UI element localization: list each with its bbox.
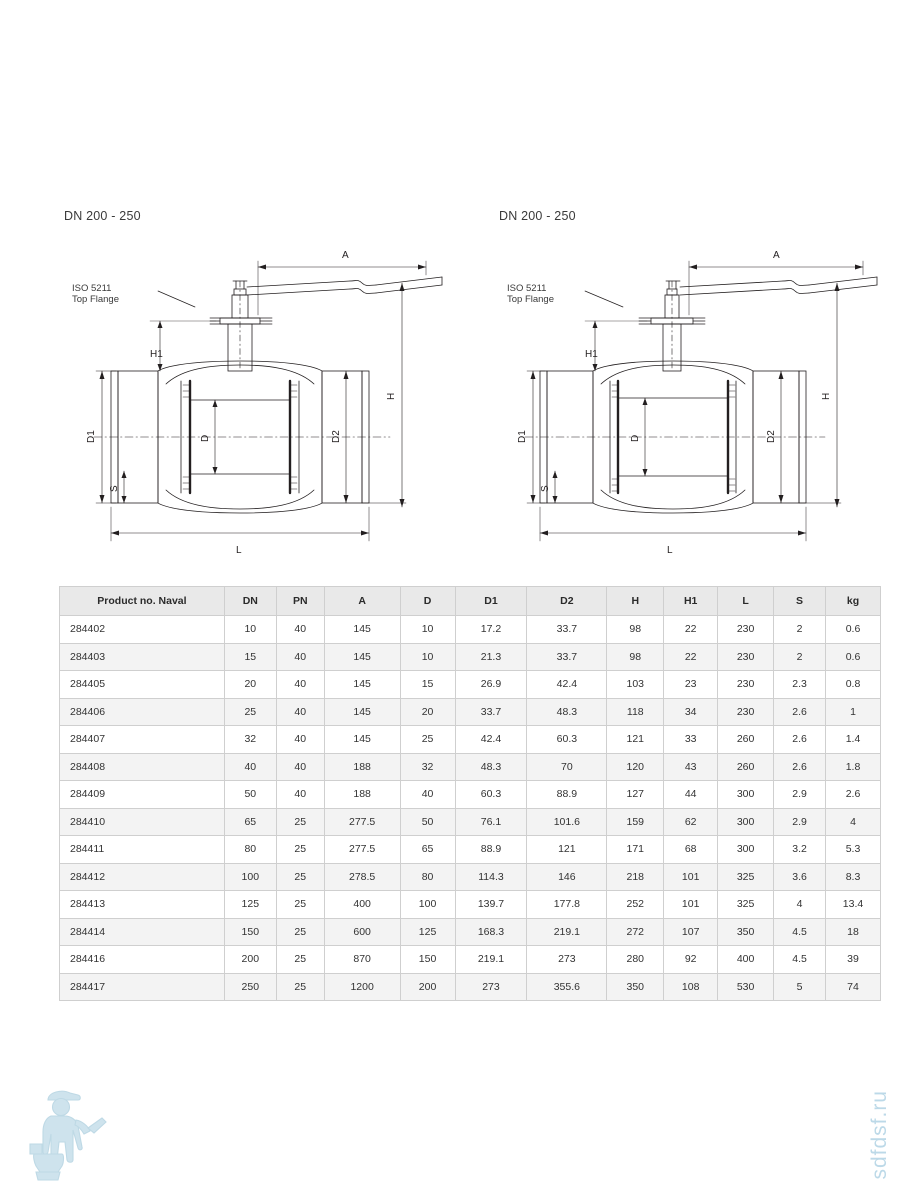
cell-kg: 18 <box>826 918 881 946</box>
cell-product: 284409 <box>60 781 225 809</box>
diagram-area <box>0 195 900 565</box>
cell-pn: 40 <box>276 726 324 754</box>
watermark-text: sdfdsf.ru <box>868 1090 891 1180</box>
cell-d2: 88.9 <box>527 781 607 809</box>
cell-d1: 76.1 <box>455 808 527 836</box>
cell-s: 2.6 <box>774 698 826 726</box>
dim-label-s-left: S <box>109 485 120 492</box>
cell-d2: 42.4 <box>527 671 607 699</box>
cell-d1: 42.4 <box>455 726 527 754</box>
cell-product: 284403 <box>60 643 225 671</box>
col-header-d: D <box>400 587 455 616</box>
cell-kg: 39 <box>826 946 881 974</box>
cell-h1: 34 <box>664 698 718 726</box>
table-row <box>60 918 881 946</box>
cell-product: 284417 <box>60 973 225 1001</box>
cell-d: 50 <box>400 808 455 836</box>
diagram-title-left: DN 200 - 250 <box>64 209 141 223</box>
cell-d1: 219.1 <box>455 946 527 974</box>
cell-d1: 88.9 <box>455 836 527 864</box>
cell-s: 2.6 <box>774 726 826 754</box>
table-body <box>60 616 881 1001</box>
cell-l: 260 <box>718 753 774 781</box>
cell-h1: 101 <box>664 891 718 919</box>
cell-kg: 1.8 <box>826 753 881 781</box>
cell-a: 145 <box>324 616 400 644</box>
cell-l: 230 <box>718 671 774 699</box>
cell-s: 3.2 <box>774 836 826 864</box>
dim-label-d1-right: D1 <box>517 430 528 443</box>
col-header-l: L <box>718 587 774 616</box>
cell-h1: 44 <box>664 781 718 809</box>
table-row <box>60 616 881 644</box>
cell-pn: 40 <box>276 753 324 781</box>
col-header-pn: PN <box>276 587 324 616</box>
cell-h: 350 <box>607 973 664 1001</box>
cell-h: 280 <box>607 946 664 974</box>
cell-a: 145 <box>324 698 400 726</box>
dim-label-d2-right: D2 <box>766 430 777 443</box>
cell-d1: 48.3 <box>455 753 527 781</box>
col-header-d1: D1 <box>455 587 527 616</box>
cell-h: 120 <box>607 753 664 781</box>
cell-s: 4 <box>774 891 826 919</box>
cell-d1: 60.3 <box>455 781 527 809</box>
cell-s: 4.5 <box>774 946 826 974</box>
table-row <box>60 863 881 891</box>
plumber-icon <box>18 1082 114 1186</box>
cell-d: 15 <box>400 671 455 699</box>
col-header-h1: H1 <box>664 587 718 616</box>
cell-h: 218 <box>607 863 664 891</box>
dim-label-h-right: H <box>821 392 832 400</box>
cell-d1: 33.7 <box>455 698 527 726</box>
cell-product: 284411 <box>60 836 225 864</box>
cell-s: 2 <box>774 616 826 644</box>
cell-l: 230 <box>718 643 774 671</box>
cell-kg: 0.6 <box>826 643 881 671</box>
cell-d1: 139.7 <box>455 891 527 919</box>
cell-pn: 25 <box>276 891 324 919</box>
table-row <box>60 891 881 919</box>
table-row <box>60 946 881 974</box>
cell-h1: 68 <box>664 836 718 864</box>
cell-a: 145 <box>324 643 400 671</box>
cell-product: 284414 <box>60 918 225 946</box>
cell-a: 277.5 <box>324 836 400 864</box>
table-row <box>60 726 881 754</box>
cell-dn: 150 <box>224 918 276 946</box>
cell-product: 284416 <box>60 946 225 974</box>
cell-pn: 25 <box>276 973 324 1001</box>
cell-h: 98 <box>607 643 664 671</box>
valve-drawing-left <box>50 195 470 565</box>
col-header-h: H <box>607 587 664 616</box>
cell-d2: 60.3 <box>527 726 607 754</box>
cell-dn: 40 <box>224 753 276 781</box>
cell-d1: 26.9 <box>455 671 527 699</box>
cell-product: 284410 <box>60 808 225 836</box>
cell-product: 284408 <box>60 753 225 781</box>
cell-d2: 33.7 <box>527 616 607 644</box>
cell-kg: 8.3 <box>826 863 881 891</box>
cell-a: 188 <box>324 753 400 781</box>
table-header-row <box>60 587 881 616</box>
cell-dn: 50 <box>224 781 276 809</box>
cell-kg: 2.6 <box>826 781 881 809</box>
cell-s: 2 <box>774 643 826 671</box>
cell-h1: 107 <box>664 918 718 946</box>
col-header-a: A <box>324 587 400 616</box>
cell-h1: 108 <box>664 973 718 1001</box>
cell-pn: 40 <box>276 616 324 644</box>
cell-h: 98 <box>607 616 664 644</box>
cell-h1: 22 <box>664 643 718 671</box>
cell-h1: 43 <box>664 753 718 781</box>
cell-l: 230 <box>718 616 774 644</box>
iso-label-line1: ISO 5211 <box>507 283 547 294</box>
dim-label-d1-left: D1 <box>86 430 97 443</box>
cell-s: 4.5 <box>774 918 826 946</box>
cell-h: 272 <box>607 918 664 946</box>
cell-pn: 25 <box>276 836 324 864</box>
cell-l: 400 <box>718 946 774 974</box>
cell-a: 600 <box>324 918 400 946</box>
cell-d2: 48.3 <box>527 698 607 726</box>
cell-d: 32 <box>400 753 455 781</box>
cell-h: 118 <box>607 698 664 726</box>
cell-pn: 40 <box>276 643 324 671</box>
cell-l: 325 <box>718 891 774 919</box>
cell-product: 284413 <box>60 891 225 919</box>
cell-a: 188 <box>324 781 400 809</box>
dim-label-s-right: S <box>540 485 551 492</box>
cell-kg: 4 <box>826 808 881 836</box>
cell-pn: 25 <box>276 946 324 974</box>
cell-s: 2.6 <box>774 753 826 781</box>
table-row <box>60 643 881 671</box>
cell-pn: 25 <box>276 918 324 946</box>
cell-a: 145 <box>324 671 400 699</box>
dim-label-a-left: A <box>342 250 349 261</box>
table-row <box>60 808 881 836</box>
col-header-dn: DN <box>224 587 276 616</box>
cell-pn: 25 <box>276 863 324 891</box>
iso-label-line2: Top Flange <box>507 294 555 305</box>
cell-kg: 13.4 <box>826 891 881 919</box>
cell-pn: 40 <box>276 781 324 809</box>
cell-dn: 125 <box>224 891 276 919</box>
dim-label-a-right: A <box>773 250 780 261</box>
cell-product: 284402 <box>60 616 225 644</box>
cell-h1: 22 <box>664 616 718 644</box>
cell-l: 350 <box>718 918 774 946</box>
cell-kg: 1 <box>826 698 881 726</box>
cell-d: 65 <box>400 836 455 864</box>
cell-d: 10 <box>400 616 455 644</box>
cell-kg: 5.3 <box>826 836 881 864</box>
dim-label-d-right: D <box>630 434 641 442</box>
cell-pn: 40 <box>276 671 324 699</box>
cell-l: 300 <box>718 781 774 809</box>
table-row <box>60 973 881 1001</box>
cell-dn: 32 <box>224 726 276 754</box>
cell-pn: 40 <box>276 698 324 726</box>
cell-dn: 15 <box>224 643 276 671</box>
cell-kg: 1.4 <box>826 726 881 754</box>
cell-dn: 250 <box>224 973 276 1001</box>
dim-label-h-left: H <box>386 392 397 400</box>
cell-product: 284406 <box>60 698 225 726</box>
cell-h1: 101 <box>664 863 718 891</box>
cell-product: 284405 <box>60 671 225 699</box>
cell-d2: 70 <box>527 753 607 781</box>
cell-d1: 114.3 <box>455 863 527 891</box>
iso-label-line2: Top Flange <box>72 294 120 305</box>
iso-label-line1: ISO 5211 <box>72 283 112 294</box>
cell-dn: 100 <box>224 863 276 891</box>
cell-dn: 25 <box>224 698 276 726</box>
cell-a: 870 <box>324 946 400 974</box>
cell-d: 125 <box>400 918 455 946</box>
cell-d: 80 <box>400 863 455 891</box>
cell-d2: 146 <box>527 863 607 891</box>
specification-table <box>59 586 881 1001</box>
cell-d1: 273 <box>455 973 527 1001</box>
cell-kg: 74 <box>826 973 881 1001</box>
cell-a: 277.5 <box>324 808 400 836</box>
cell-d: 10 <box>400 643 455 671</box>
cell-a: 1200 <box>324 973 400 1001</box>
cell-s: 3.6 <box>774 863 826 891</box>
cell-product: 284412 <box>60 863 225 891</box>
cell-d1: 21.3 <box>455 643 527 671</box>
table-row <box>60 671 881 699</box>
cell-l: 530 <box>718 973 774 1001</box>
cell-d2: 121 <box>527 836 607 864</box>
cell-s: 2.9 <box>774 781 826 809</box>
cell-d: 40 <box>400 781 455 809</box>
cell-d2: 33.7 <box>527 643 607 671</box>
cell-d2: 355.6 <box>527 973 607 1001</box>
cell-s: 2.3 <box>774 671 826 699</box>
cell-h1: 62 <box>664 808 718 836</box>
cell-d1: 168.3 <box>455 918 527 946</box>
dim-label-h1-right: H1 <box>585 349 598 360</box>
table-row <box>60 698 881 726</box>
col-header-d2: D2 <box>527 587 607 616</box>
cell-d2: 273 <box>527 946 607 974</box>
cell-l: 300 <box>718 808 774 836</box>
cell-l: 230 <box>718 698 774 726</box>
cell-product: 284407 <box>60 726 225 754</box>
cell-h1: 92 <box>664 946 718 974</box>
cell-h1: 33 <box>664 726 718 754</box>
cell-h: 159 <box>607 808 664 836</box>
cell-h: 121 <box>607 726 664 754</box>
dim-label-h1-left: H1 <box>150 349 163 360</box>
cell-l: 325 <box>718 863 774 891</box>
dim-label-d-left: D <box>200 434 211 442</box>
cell-dn: 80 <box>224 836 276 864</box>
cell-s: 5 <box>774 973 826 1001</box>
cell-d2: 177.8 <box>527 891 607 919</box>
table-row <box>60 753 881 781</box>
cell-h: 127 <box>607 781 664 809</box>
cell-dn: 10 <box>224 616 276 644</box>
diagram-title-right: DN 200 - 250 <box>499 209 576 223</box>
cell-dn: 200 <box>224 946 276 974</box>
cell-d2: 101.6 <box>527 808 607 836</box>
cell-d: 20 <box>400 698 455 726</box>
cell-d: 25 <box>400 726 455 754</box>
cell-s: 2.9 <box>774 808 826 836</box>
dim-label-d2-left: D2 <box>331 430 342 443</box>
valve-diagram-left <box>50 195 470 565</box>
specification-table-wrap <box>59 586 881 1001</box>
dim-label-l-left: L <box>236 545 242 556</box>
col-header-kg: kg <box>826 587 881 616</box>
cell-kg: 0.8 <box>826 671 881 699</box>
table-row <box>60 836 881 864</box>
cell-h1: 23 <box>664 671 718 699</box>
cell-d: 150 <box>400 946 455 974</box>
cell-dn: 20 <box>224 671 276 699</box>
table-row <box>60 781 881 809</box>
cell-a: 278.5 <box>324 863 400 891</box>
cell-d: 200 <box>400 973 455 1001</box>
cell-h: 103 <box>607 671 664 699</box>
cell-h: 171 <box>607 836 664 864</box>
cell-d2: 219.1 <box>527 918 607 946</box>
col-header-s: S <box>774 587 826 616</box>
cell-l: 300 <box>718 836 774 864</box>
cell-dn: 65 <box>224 808 276 836</box>
cell-l: 260 <box>718 726 774 754</box>
cell-pn: 25 <box>276 808 324 836</box>
cell-d: 100 <box>400 891 455 919</box>
cell-kg: 0.6 <box>826 616 881 644</box>
cell-d1: 17.2 <box>455 616 527 644</box>
cell-a: 400 <box>324 891 400 919</box>
valve-drawing-right <box>485 195 900 565</box>
cell-a: 145 <box>324 726 400 754</box>
col-header-product: Product no. Naval <box>60 587 225 616</box>
valve-diagram-right <box>485 195 900 565</box>
dim-label-l-right: L <box>667 545 673 556</box>
cell-h: 252 <box>607 891 664 919</box>
